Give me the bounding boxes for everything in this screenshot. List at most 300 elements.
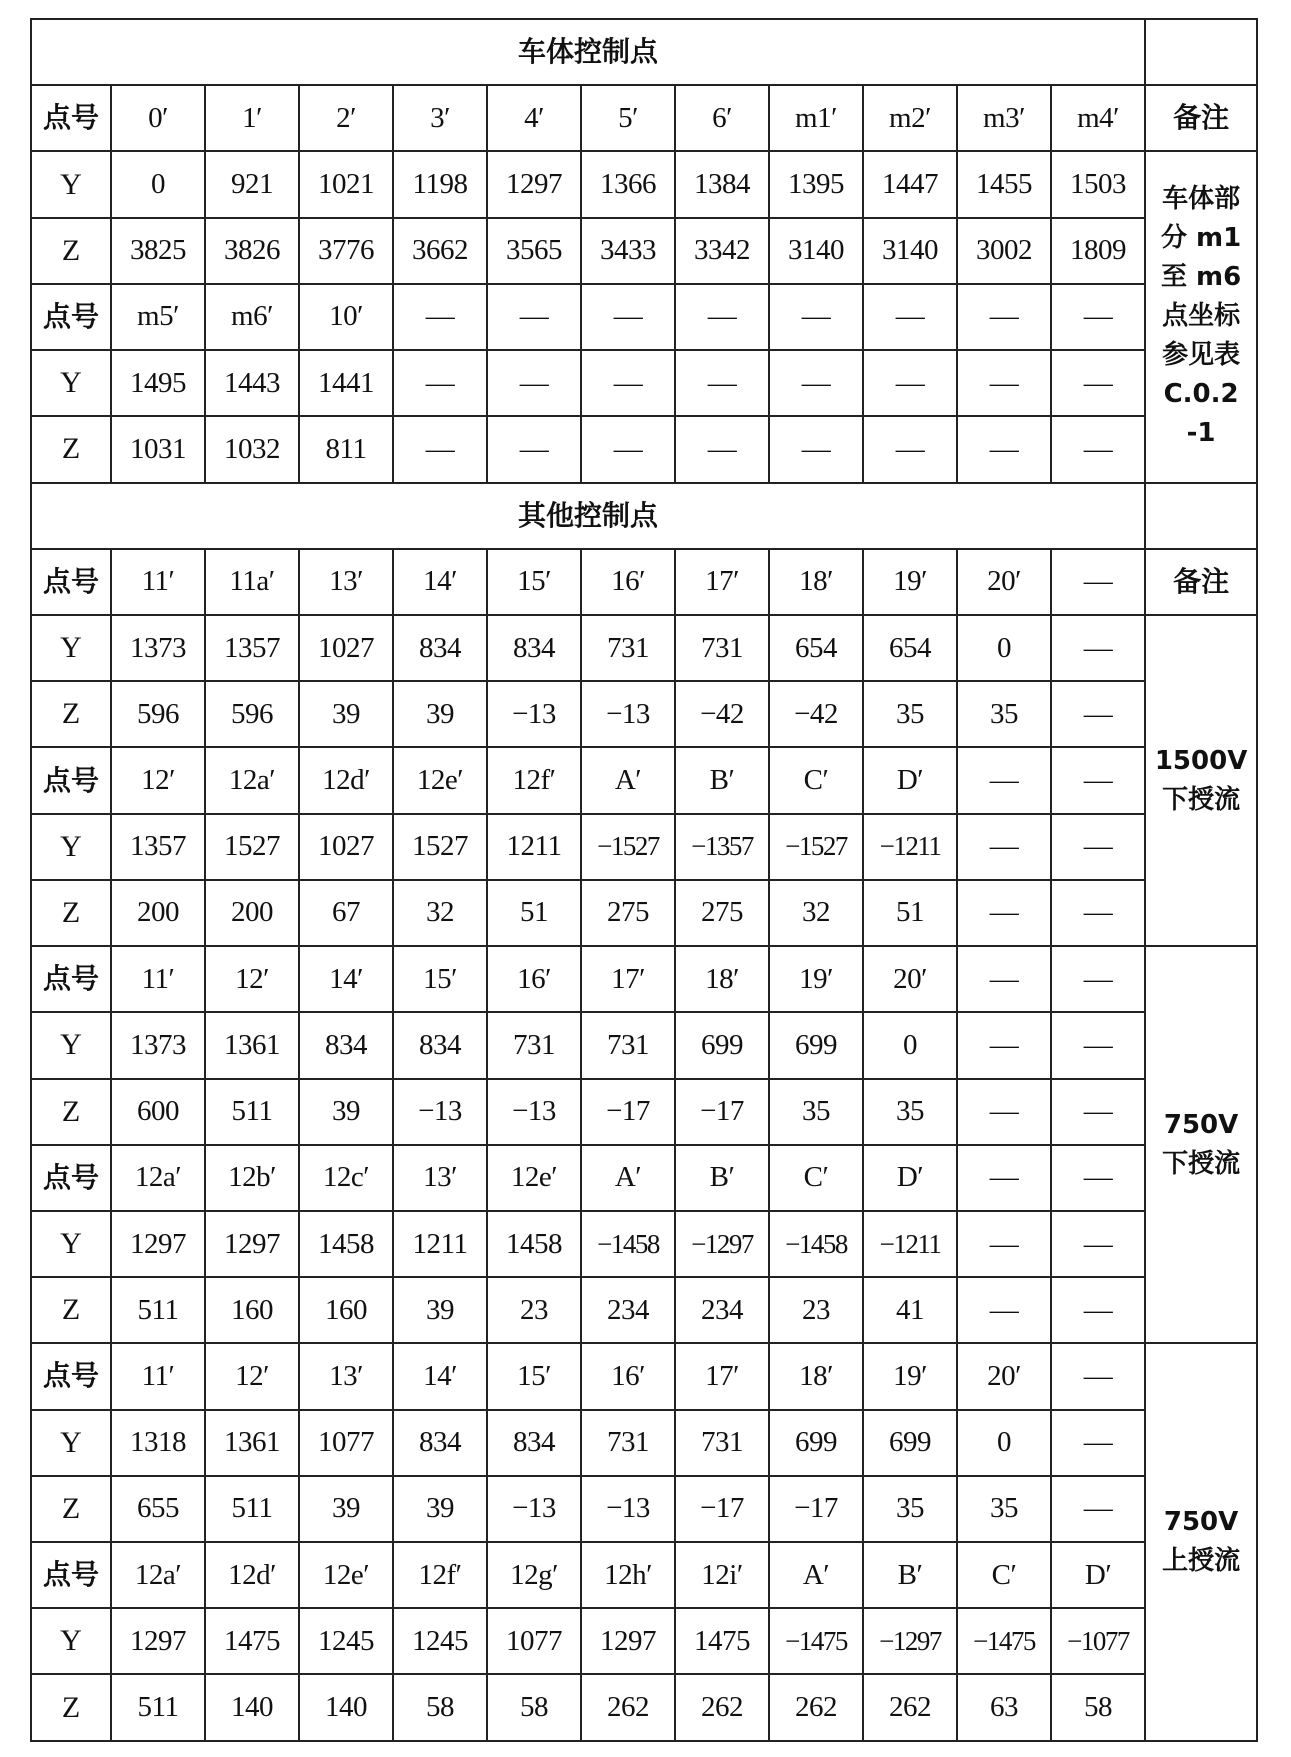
coord-value-cell: 654	[769, 615, 863, 681]
coord-value-cell: —	[957, 416, 1051, 482]
coord-value-cell: −1475	[957, 1608, 1051, 1674]
point-id-cell: 11′	[111, 946, 205, 1012]
coord-value-cell: 1443	[205, 350, 299, 416]
coord-value-cell: 834	[393, 615, 487, 681]
point-id-cell: —	[487, 284, 581, 350]
coord-value-cell: 58	[393, 1674, 487, 1741]
coord-value-cell: −1475	[769, 1608, 863, 1674]
title-remark-blank	[1145, 19, 1257, 85]
remark-750v-top: 750V 上授流	[1145, 1343, 1257, 1741]
coord-value-cell: 262	[675, 1674, 769, 1741]
coord-value-cell: 1455	[957, 151, 1051, 217]
note-line: 车体部	[1162, 184, 1241, 215]
point-id-row	[31, 549, 1257, 615]
coord-value-cell: 1384	[675, 151, 769, 217]
coord-value-cell: 1021	[299, 151, 393, 217]
coord-value-cell: —	[1051, 681, 1145, 747]
coord-value-cell: −1357	[675, 814, 769, 880]
coord-value-cell: 1503	[1051, 151, 1145, 217]
y-label-cell: Y	[31, 615, 111, 681]
coord-value-cell: —	[957, 1012, 1051, 1078]
point-id-cell: 12i′	[675, 1542, 769, 1608]
coord-value-cell: 3826	[205, 218, 299, 284]
point-id-cell: —	[581, 284, 675, 350]
coord-value-cell: 3140	[863, 218, 957, 284]
point-id-cell: 12b′	[205, 1145, 299, 1211]
coord-value-cell: 596	[111, 681, 205, 747]
point-id-cell: 12d′	[205, 1542, 299, 1608]
point-id-cell: 12c′	[299, 1145, 393, 1211]
coord-value-cell: 275	[581, 880, 675, 946]
point-label-cell: 点号	[31, 284, 111, 350]
coord-value-cell: −1458	[581, 1211, 675, 1277]
point-id-cell: —	[863, 284, 957, 350]
coord-value-cell: 1361	[205, 1012, 299, 1078]
coord-value-cell: 35	[957, 681, 1051, 747]
coord-value-cell: 35	[769, 1079, 863, 1145]
coord-value-cell: 35	[863, 681, 957, 747]
control-points-table	[30, 18, 1258, 1742]
coord-value-cell: 275	[675, 880, 769, 946]
y-label-cell: Y	[31, 1410, 111, 1476]
coord-value-cell: 1297	[487, 151, 581, 217]
point-id-cell: 3′	[393, 85, 487, 151]
coord-value-cell: 1357	[111, 814, 205, 880]
coord-value-cell: −17	[769, 1476, 863, 1542]
coord-value-cell: −1211	[863, 1211, 957, 1277]
coord-value-cell: 731	[581, 1410, 675, 1476]
coord-value-cell: 3662	[393, 218, 487, 284]
point-id-cell: 17′	[675, 1343, 769, 1409]
coord-value-cell: −17	[581, 1079, 675, 1145]
point-id-cell: 15′	[487, 549, 581, 615]
point-id-cell: 14′	[393, 1343, 487, 1409]
coord-value-cell: −13	[487, 1476, 581, 1542]
coord-value-cell: 1395	[769, 151, 863, 217]
title-remark-blank	[1145, 483, 1257, 549]
coord-value-cell: —	[487, 416, 581, 482]
coord-value-cell: 596	[205, 681, 299, 747]
z-label-cell: Z	[31, 1476, 111, 1542]
coord-value-cell: −13	[487, 1079, 581, 1145]
coord-value-cell: —	[769, 416, 863, 482]
point-id-cell: 12′	[111, 747, 205, 813]
z-coord-row	[31, 880, 1257, 946]
coord-value-cell: −42	[675, 681, 769, 747]
coord-value-cell: 140	[205, 1674, 299, 1741]
coord-value-cell: 1077	[487, 1608, 581, 1674]
point-id-cell: 6′	[675, 85, 769, 151]
coord-value-cell: —	[487, 350, 581, 416]
point-id-cell: A′	[769, 1542, 863, 1608]
coord-value-cell: 834	[487, 1410, 581, 1476]
coord-value-cell: 1077	[299, 1410, 393, 1476]
coord-value-cell: 1027	[299, 615, 393, 681]
coord-value-cell: 834	[487, 615, 581, 681]
point-label-cell: 点号	[31, 85, 111, 151]
coord-value-cell: —	[957, 1277, 1051, 1343]
coord-value-cell: 1495	[111, 350, 205, 416]
coord-value-cell: 1527	[205, 814, 299, 880]
coord-value-cell: 731	[581, 1012, 675, 1078]
point-id-cell: 12h′	[581, 1542, 675, 1608]
coord-value-cell: 1809	[1051, 218, 1145, 284]
coord-value-cell: 0	[957, 1410, 1051, 1476]
point-id-cell: —	[769, 284, 863, 350]
coord-value-cell: −1297	[863, 1608, 957, 1674]
coord-value-cell: −17	[675, 1079, 769, 1145]
y-coord-row	[31, 1410, 1257, 1476]
y-coord-row	[31, 151, 1257, 217]
coord-value-cell: 58	[487, 1674, 581, 1741]
point-id-cell: —	[957, 284, 1051, 350]
coord-value-cell: 654	[863, 615, 957, 681]
coord-value-cell: —	[1051, 416, 1145, 482]
coord-value-cell: 1373	[111, 615, 205, 681]
coord-value-cell: −42	[769, 681, 863, 747]
coord-value-cell: —	[393, 350, 487, 416]
point-id-cell: D′	[1051, 1542, 1145, 1608]
point-id-cell: —	[1051, 1145, 1145, 1211]
z-coord-row	[31, 1277, 1257, 1343]
z-coord-row	[31, 1079, 1257, 1145]
coord-value-cell: 699	[675, 1012, 769, 1078]
coord-value-cell: 39	[393, 1277, 487, 1343]
coord-value-cell: 834	[299, 1012, 393, 1078]
coord-value-cell: −1297	[675, 1211, 769, 1277]
point-id-row	[31, 1145, 1257, 1211]
note-line: 参见表	[1162, 340, 1241, 371]
coord-value-cell: 1032	[205, 416, 299, 482]
body-title-row	[31, 19, 1257, 85]
coord-value-cell: 234	[675, 1277, 769, 1343]
coord-value-cell: 1441	[299, 350, 393, 416]
coord-value-cell: 731	[581, 615, 675, 681]
coord-value-cell: —	[581, 350, 675, 416]
y-label-cell: Y	[31, 814, 111, 880]
coord-value-cell: —	[581, 416, 675, 482]
point-id-cell: 14′	[299, 946, 393, 1012]
coord-value-cell: 63	[957, 1674, 1051, 1741]
other-title-row	[31, 483, 1257, 549]
coord-value-cell: —	[957, 814, 1051, 880]
coord-value-cell: 3342	[675, 218, 769, 284]
coord-value-cell: −13	[581, 1476, 675, 1542]
coord-value-cell: −13	[581, 681, 675, 747]
coord-value-cell: 51	[487, 880, 581, 946]
z-label-cell: Z	[31, 681, 111, 747]
coord-value-cell: 160	[205, 1277, 299, 1343]
coord-value-cell: 3140	[769, 218, 863, 284]
z-label-cell: Z	[31, 1674, 111, 1741]
coord-value-cell: −17	[675, 1476, 769, 1542]
coord-value-cell: —	[863, 416, 957, 482]
coord-value-cell: —	[1051, 1410, 1145, 1476]
point-id-cell: 19′	[863, 549, 957, 615]
y-coord-row	[31, 1211, 1257, 1277]
y-label-cell: Y	[31, 1608, 111, 1674]
coord-value-cell: —	[1051, 1012, 1145, 1078]
coord-value-cell: 51	[863, 880, 957, 946]
z-label-cell: Z	[31, 218, 111, 284]
coord-value-cell: 699	[769, 1012, 863, 1078]
point-id-row	[31, 284, 1257, 350]
point-id-cell: 12d′	[299, 747, 393, 813]
coord-value-cell: 262	[769, 1674, 863, 1741]
coord-value-cell: 511	[205, 1079, 299, 1145]
point-id-cell: 11′	[111, 1343, 205, 1409]
coord-value-cell: —	[863, 350, 957, 416]
table-body	[31, 19, 1257, 1741]
coord-value-cell: 160	[299, 1277, 393, 1343]
y-label-cell: Y	[31, 151, 111, 217]
section-title: 车体控制点	[31, 19, 1145, 85]
coord-value-cell: −1211	[863, 814, 957, 880]
y-coord-row	[31, 350, 1257, 416]
coord-value-cell: —	[957, 1211, 1051, 1277]
coord-value-cell: 140	[299, 1674, 393, 1741]
point-id-cell: 18′	[769, 549, 863, 615]
y-label-cell: Y	[31, 350, 111, 416]
coord-value-cell: 1245	[393, 1608, 487, 1674]
remark-header: 备注	[1145, 85, 1257, 151]
point-id-cell: 11a′	[205, 549, 299, 615]
coord-value-cell: 1031	[111, 416, 205, 482]
coord-value-cell: 35	[957, 1476, 1051, 1542]
coord-value-cell: —	[1051, 1476, 1145, 1542]
z-label-cell: Z	[31, 1079, 111, 1145]
point-id-cell: —	[1051, 946, 1145, 1012]
note-line: 至 m6	[1160, 262, 1242, 293]
coord-value-cell: 1458	[487, 1211, 581, 1277]
point-id-cell: 12e′	[487, 1145, 581, 1211]
point-id-cell: 20′	[863, 946, 957, 1012]
coord-value-cell: −1527	[769, 814, 863, 880]
coord-value-cell: 1297	[111, 1608, 205, 1674]
coord-value-cell: 3433	[581, 218, 675, 284]
coord-value-cell: 511	[111, 1277, 205, 1343]
point-id-cell: 16′	[581, 1343, 675, 1409]
remark-750v-bottom: 750V 下授流	[1145, 946, 1257, 1343]
point-id-cell: 15′	[487, 1343, 581, 1409]
remark-1500v-bottom: 1500V 下授流	[1145, 615, 1257, 946]
point-id-cell: C′	[957, 1542, 1051, 1608]
coord-value-cell: 0	[957, 615, 1051, 681]
point-id-cell: 5′	[581, 85, 675, 151]
point-id-cell: m1′	[769, 85, 863, 151]
coord-value-cell: 1318	[111, 1410, 205, 1476]
coord-value-cell: 3825	[111, 218, 205, 284]
point-id-cell: 11′	[111, 549, 205, 615]
coord-value-cell: 1245	[299, 1608, 393, 1674]
note-line: C.0.2	[1163, 379, 1239, 410]
coord-value-cell: —	[1051, 880, 1145, 946]
point-id-cell: —	[675, 284, 769, 350]
y-coord-row	[31, 814, 1257, 880]
coord-value-cell: 1357	[205, 615, 299, 681]
point-id-cell: —	[393, 284, 487, 350]
coord-value-cell: 1447	[863, 151, 957, 217]
coord-value-cell: 731	[675, 615, 769, 681]
point-label-cell: 点号	[31, 1145, 111, 1211]
point-label-cell: 点号	[31, 747, 111, 813]
coord-value-cell: —	[675, 350, 769, 416]
point-id-cell: C′	[769, 747, 863, 813]
point-id-row	[31, 1343, 1257, 1409]
coord-value-cell: —	[1051, 1211, 1145, 1277]
point-id-cell: m2′	[863, 85, 957, 151]
coord-value-cell: 731	[487, 1012, 581, 1078]
point-id-cell: —	[957, 946, 1051, 1012]
point-id-cell: m3′	[957, 85, 1051, 151]
point-id-row	[31, 747, 1257, 813]
z-coord-row	[31, 1674, 1257, 1741]
coord-value-cell: 600	[111, 1079, 205, 1145]
point-id-cell: D′	[863, 1145, 957, 1211]
coord-value-cell: 834	[393, 1410, 487, 1476]
coord-value-cell: 39	[393, 1476, 487, 1542]
point-id-cell: 13′	[299, 549, 393, 615]
z-coord-row	[31, 681, 1257, 747]
coord-value-cell: 655	[111, 1476, 205, 1542]
coord-value-cell: 58	[1051, 1674, 1145, 1741]
note-line: -1	[1186, 418, 1216, 449]
coord-value-cell: −1077	[1051, 1608, 1145, 1674]
coord-value-cell: −1527	[581, 814, 675, 880]
point-id-cell: 16′	[581, 549, 675, 615]
coord-value-cell: 23	[487, 1277, 581, 1343]
coord-value-cell: 39	[299, 681, 393, 747]
coord-value-cell: 921	[205, 151, 299, 217]
point-id-cell: 12′	[205, 1343, 299, 1409]
coord-value-cell: 262	[581, 1674, 675, 1741]
remark-header: 备注	[1145, 549, 1257, 615]
point-id-cell: 1′	[205, 85, 299, 151]
point-id-cell: A′	[581, 1145, 675, 1211]
point-id-row	[31, 1542, 1257, 1608]
coord-value-cell: 39	[299, 1476, 393, 1542]
coord-value-cell: 1297	[111, 1211, 205, 1277]
point-id-cell: 18′	[769, 1343, 863, 1409]
coord-value-cell: 699	[769, 1410, 863, 1476]
point-id-cell: 12′	[205, 946, 299, 1012]
point-id-cell: 12e′	[299, 1542, 393, 1608]
point-id-cell: —	[957, 747, 1051, 813]
coord-value-cell: 41	[863, 1277, 957, 1343]
point-label-cell: 点号	[31, 1343, 111, 1409]
point-id-cell: B′	[675, 1145, 769, 1211]
coord-value-cell: 35	[863, 1079, 957, 1145]
point-id-row	[31, 85, 1257, 151]
coord-value-cell: 32	[393, 880, 487, 946]
z-label-cell: Z	[31, 416, 111, 482]
coord-value-cell: —	[1051, 615, 1145, 681]
y-coord-row	[31, 1012, 1257, 1078]
coord-value-cell: 1297	[581, 1608, 675, 1674]
coord-value-cell: —	[769, 350, 863, 416]
coord-value-cell: 3002	[957, 218, 1051, 284]
point-id-cell: 15′	[393, 946, 487, 1012]
point-id-cell: 12a′	[111, 1145, 205, 1211]
section-title: 其他控制点	[31, 483, 1145, 549]
coord-value-cell: 200	[111, 880, 205, 946]
point-id-cell: 0′	[111, 85, 205, 151]
coord-value-cell: 1527	[393, 814, 487, 880]
point-id-cell: C′	[769, 1145, 863, 1211]
point-id-cell: 12a′	[111, 1542, 205, 1608]
z-label-cell: Z	[31, 1277, 111, 1343]
point-id-cell: 12e′	[393, 747, 487, 813]
coord-value-cell: 32	[769, 880, 863, 946]
point-id-cell: 2′	[299, 85, 393, 151]
point-id-cell: 17′	[581, 946, 675, 1012]
point-id-cell: 20′	[957, 1343, 1051, 1409]
y-label-cell: Y	[31, 1012, 111, 1078]
coord-value-cell: —	[675, 416, 769, 482]
coord-value-cell: 3776	[299, 218, 393, 284]
y-coord-row	[31, 1608, 1257, 1674]
point-id-cell: —	[957, 1145, 1051, 1211]
point-id-cell: 4′	[487, 85, 581, 151]
point-id-cell: 19′	[863, 1343, 957, 1409]
coord-value-cell: 23	[769, 1277, 863, 1343]
coord-value-cell: 1211	[487, 814, 581, 880]
point-id-cell: 13′	[299, 1343, 393, 1409]
point-id-cell: —	[1051, 284, 1145, 350]
point-id-cell: B′	[863, 1542, 957, 1608]
coord-value-cell: 731	[675, 1410, 769, 1476]
z-coord-row	[31, 416, 1257, 482]
note-line: 分 m1	[1160, 223, 1242, 254]
point-id-cell: —	[1051, 747, 1145, 813]
coord-value-cell: 1027	[299, 814, 393, 880]
coord-value-cell: —	[957, 880, 1051, 946]
coord-value-cell: 35	[863, 1476, 957, 1542]
point-id-cell: 13′	[393, 1145, 487, 1211]
coord-value-cell: 1211	[393, 1211, 487, 1277]
point-id-cell: 12g′	[487, 1542, 581, 1608]
z-coord-row	[31, 1476, 1257, 1542]
coord-value-cell: 0	[111, 151, 205, 217]
coord-value-cell: —	[1051, 350, 1145, 416]
coord-value-cell: −13	[393, 1079, 487, 1145]
y-label-cell: Y	[31, 1211, 111, 1277]
coord-value-cell: 1366	[581, 151, 675, 217]
point-label-cell: 点号	[31, 1542, 111, 1608]
coord-value-cell: 262	[863, 1674, 957, 1741]
point-id-cell: A′	[581, 747, 675, 813]
coord-value-cell: 200	[205, 880, 299, 946]
coord-value-cell: 699	[863, 1410, 957, 1476]
coord-value-cell: 511	[111, 1674, 205, 1741]
coord-value-cell: 1458	[299, 1211, 393, 1277]
point-id-cell: 14′	[393, 549, 487, 615]
coord-value-cell: 1475	[205, 1608, 299, 1674]
point-id-cell: 12f′	[487, 747, 581, 813]
coord-value-cell: —	[1051, 1079, 1145, 1145]
point-label-cell: 点号	[31, 549, 111, 615]
point-id-cell: m5′	[111, 284, 205, 350]
coord-value-cell: −1458	[769, 1211, 863, 1277]
coord-value-cell: —	[957, 350, 1051, 416]
point-id-cell: 16′	[487, 946, 581, 1012]
point-id-cell: 12f′	[393, 1542, 487, 1608]
point-id-cell: 18′	[675, 946, 769, 1012]
point-id-cell: 19′	[769, 946, 863, 1012]
point-id-cell: m6′	[205, 284, 299, 350]
coord-value-cell: 1198	[393, 151, 487, 217]
y-coord-row	[31, 615, 1257, 681]
